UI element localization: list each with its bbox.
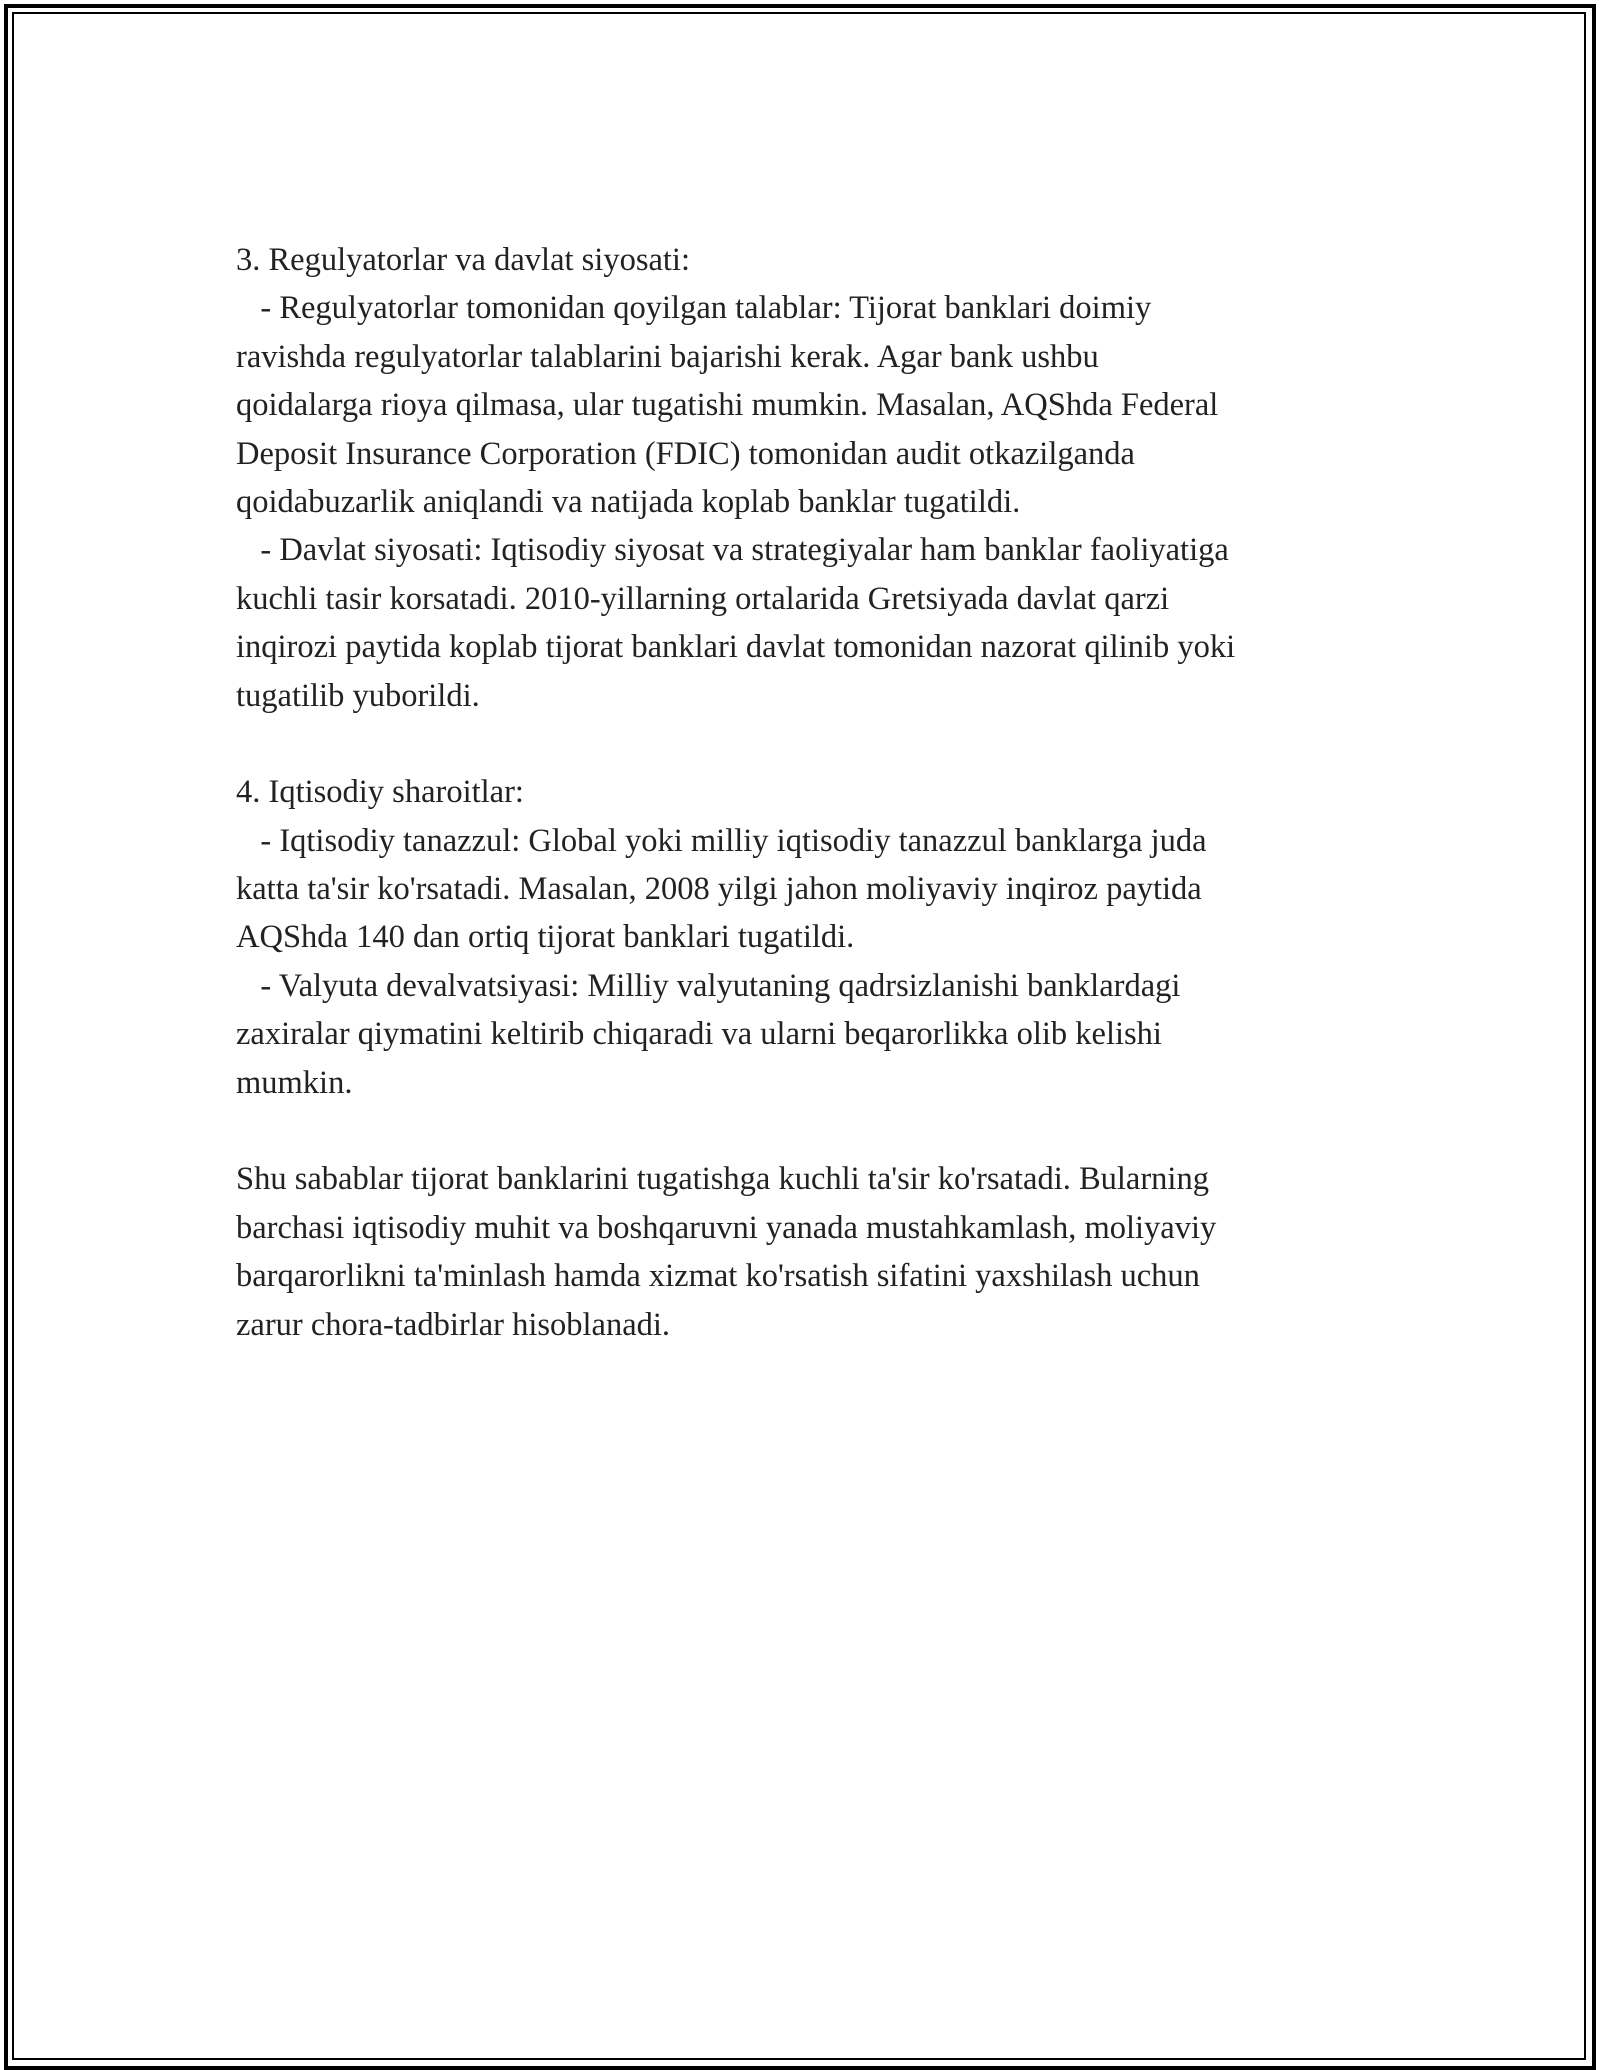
conclusion-paragraph [236,1155,1376,1349]
text-line: tugatilib yuborildi. [236,677,480,714]
text-line: barchasi iqtisodiy muhit va boshqaruvni yanada mustahkamlash, moliyaviy [236,1209,1217,1246]
text-line: AQShda 140 dan ortiq tijorat banklari tugatildi. [236,919,855,956]
text-line: - Davlat siyosati: Iqtisodiy siyosat va strategiyalar ham banklar faoliyatiga [236,532,1229,569]
text-line: zarur chora-tadbirlar hisoblanadi. [236,1306,671,1343]
section-4-bullet-recession [236,817,1376,962]
text-line: inqirozi paytida koplab tijorat banklari davlat tomonidan nazorat qilinib yoki [236,629,1236,666]
text-line: barqarorlikni ta'minlash hamda xizmat ko'rsatish sifatini yaxshilash uchun [236,1258,1200,1295]
text-line: ravishda regulyatorlar talablarini bajarishi kerak. Agar bank ushbu [236,338,1099,375]
text-line: kuchli tasir korsatadi. 2010-yillarning ortalarida Gretsiyada davlat qarzi [236,580,1170,617]
paragraph-spacer [236,720,1376,768]
text-line: - Valyuta devalvatsiyasi: Milliy valyutaning qadrsizlanishi banklardagi [236,967,1181,1004]
section-3-bullet-state-policy [236,526,1376,720]
text-line: zaxiralar qiymatini keltirib chiqaradi va ularni beqarorlikka olib kelishi [236,1016,1162,1053]
paragraph-spacer [236,1107,1376,1155]
section-4-heading: 4. Iqtisodiy sharoitlar: [236,774,524,811]
text-line: qoidalarga rioya qilmasa, ular tugatishi mumkin. Masalan, AQShda Federal [236,387,1219,424]
text-line: - Regulyatorlar tomonidan qoyilgan talablar: Tijorat banklari doimiy [236,290,1152,327]
text-line: Shu sabablar tijorat banklarini tugatishga kuchli ta'sir ko'rsatadi. Bularning [236,1161,1209,1198]
text-line: - Iqtisodiy tanazzul: Global yoki milliy iqtisodiy tanazzul banklarga juda [236,822,1207,859]
text-line: mumkin. [236,1064,353,1101]
document-body [236,236,1376,1349]
text-line: qoidabuzarlik aniqlandi va natijada koplab banklar tugatildi. [236,483,1021,520]
section-3-heading: 3. Regulyatorlar va davlat siyosati: [236,242,690,278]
section-4-bullet-devaluation [236,962,1376,1107]
section-3-bullet-regulators [236,284,1376,526]
text-line: Deposit Insurance Corporation (FDIC) tomonidan audit otkazilganda [236,435,1135,472]
text-line: katta ta'sir ko'rsatadi. Masalan, 2008 yilgi jahon moliyaviy inqiroz paytida [236,871,1202,908]
